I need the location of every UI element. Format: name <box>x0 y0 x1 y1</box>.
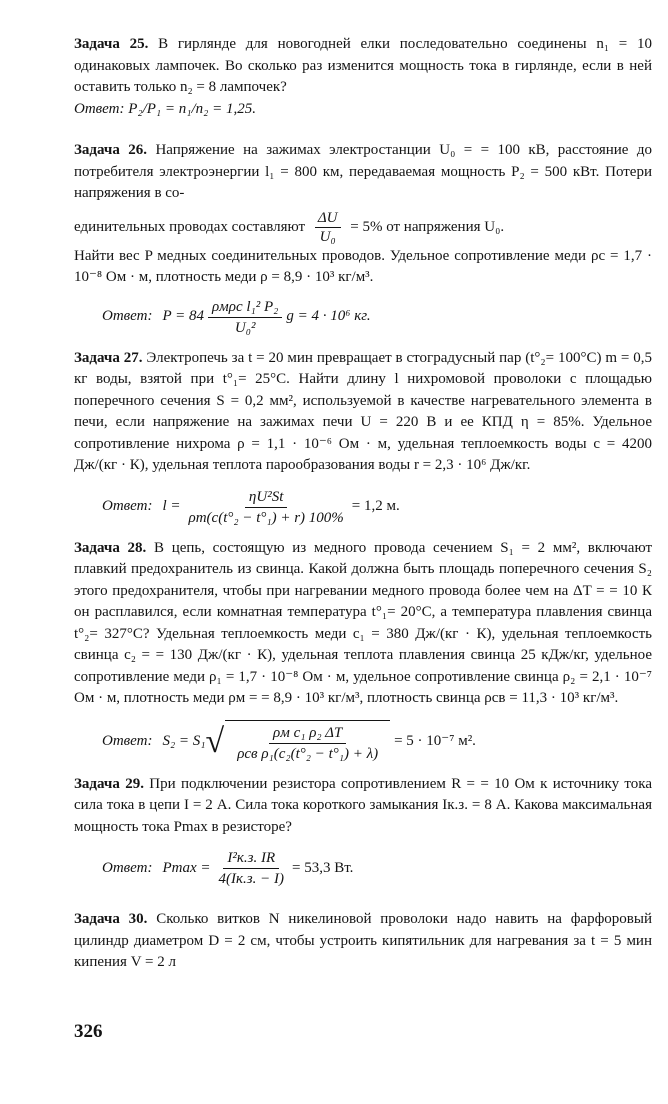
answer-label: Ответ: <box>102 498 153 515</box>
answer-formula <box>102 297 652 338</box>
formula-numerator: ρмρc l₁² P₂ <box>208 297 282 318</box>
formula-lhs: Pmax = <box>162 859 211 876</box>
task-label: Задача 26. <box>74 142 148 158</box>
task-text: Электропечь за t = 20 мин превращает в стоградусный пар (t°₂= 100°C) m = 0,5 кг воды, взятой при t°₁= 25°C. Найти длину l нихромовой проволоки с площадью поперечного сечения S = 0,2 мм², используемой в качестве нагревательного элемента в печи, если напряжение на зажимах печи U = 220 В и ее КПД η = 85%. Удельное сопротивление нихрома ρ = 1,1 · 10⁻⁶ Ом · м, удельная теплоемкость воды c = 4200 Дж/(кг · К), удельная теплота парообразования воды r = 2,3 · 10⁶ Дж/кг. <box>74 349 652 473</box>
formula-fraction <box>208 297 282 338</box>
task-label: Задача 28. <box>74 539 147 556</box>
task-text-3: Найти вес P медных соединительных проводов. Удельное сопротивление меди ρc = 1,7 · 10⁻⁸ Ом · м, плотность меди ρ = 8,9 · 10³ кг/м³. <box>74 247 652 285</box>
task-28 <box>74 538 652 764</box>
formula-denominator: U₀² <box>234 319 256 336</box>
task-text: Напряжение на зажимах электростанции U₀ = = 100 кВ, расстояние до потребителя электроэнергии l₁ = 800 км, передаваемая мощность P₂ = 500 кВт. Потери напряжения в со- <box>74 142 653 201</box>
formula-lhs: S₂ = S₁ <box>162 732 206 749</box>
answer-formula <box>102 720 652 764</box>
formula-rhs: = 53,3 Вт. <box>291 859 354 876</box>
radicand <box>225 720 390 764</box>
page-content <box>74 34 652 974</box>
answer-label: Ответ: <box>102 308 153 325</box>
task-text: В цепь, состоящую из медного провода сечением S₁ = 2 мм², включают плавкий предохранитель из свинца. Какой должна быть площадь поперечного сечения S₂ этого предохранителя, чтобы при нагревании медного провода более чем на ΔT = = 10 К он расплавился, если комнатная температура t°₁= 20°C, а температура плавления свинца t°₂= 327°C? Удельная теплоемкость меди c₁ = 380 Дж/(кг · К), удельная теплоемкость свинца c₂ = = 130 Дж/(кг · К), удельная теплота плавления свинца 25 кДж/кг, удельное сопротивление меди ρ₁ = 1,7 · 10⁻⁸ Ом · м, удельное сопротивление свинца ρ₂ = 2,1 · 10⁻⁷ Ом · м, плотность меди ρм = = 8,9 · 10³ кг/м³, плотность свинца ρсв = 11,3 · 10³ кг/м³. <box>74 539 653 706</box>
task-text-continued-2: = 5% от напряжения U₀. <box>350 218 505 235</box>
task-30 <box>74 909 652 974</box>
task-text: В гирлянде для новогодней елки последовательно соединены n₁ = 10 одинаковых лампочек. Во сколько раз изменится мощность тока в гирлянде, если в ней оставить только n₂ = 8 лампочек? <box>74 36 652 95</box>
task-label: Задача 27. <box>74 349 143 366</box>
formula-lhs: P = 84 <box>162 308 204 325</box>
square-root <box>206 720 391 764</box>
task-text: Сколько витков N никелиновой проволоки надо навить на фарфоровый цилиндр диаметром D = 2 см, чтобы устроить кипятильник для нагревания за t = 5 мин кипения V = 2 л <box>74 911 652 970</box>
voltage-loss-fraction <box>315 209 341 246</box>
formula-denominator: ρm(c(t°₂ − t°₁) + r) 100% <box>188 509 344 526</box>
formula-fraction <box>215 848 288 889</box>
task-26 <box>74 140 652 338</box>
formula-rhs: g = 4 · 10⁶ кг. <box>286 308 371 325</box>
answer-label: Ответ: <box>102 732 153 749</box>
formula-numerator: ρм c₁ ρ₂ ΔT <box>269 723 346 744</box>
formula-denominator: ρсв ρ₁(c₂(t°₂ − t°₁) + λ) <box>237 745 379 762</box>
formula-numerator: I²к.з. IR <box>223 848 279 869</box>
formula-fraction <box>185 487 348 528</box>
formula-rhs: = 5 · 10⁻⁷ м². <box>394 732 476 749</box>
task-29 <box>74 774 652 890</box>
task-27 <box>74 348 652 528</box>
formula-denominator: 4(Iк.з. − I) <box>218 871 284 887</box>
task-text: При подключении резистора сопротивлением R = = 10 Ом к источнику тока сила тока в цепи I = 2 А. Сила тока короткого замыкания Iк.з. = 8 А. Какова максимальная мощность тока Pmax в резисторе? <box>74 775 652 835</box>
answer-formula <box>102 848 652 889</box>
task-label: Задача 30. <box>74 911 148 927</box>
answer-label: Ответ: <box>102 859 153 876</box>
task-label: Задача 29. <box>74 775 144 792</box>
radical-sign-icon: √ <box>205 722 225 760</box>
task-text-continued: единительных проводах составляют <box>74 218 306 235</box>
page-number: 326 <box>74 1021 103 1042</box>
fraction-denominator: U₀ <box>319 228 336 245</box>
formula-rhs: = 1,2 м. <box>351 498 400 515</box>
answer-text: P₂/P₁ = n₁/n₂ = 1,25. <box>128 100 256 117</box>
task-25 <box>74 34 652 120</box>
task-label: Задача 25. <box>74 36 149 52</box>
fraction-numerator: ΔU <box>315 209 341 228</box>
formula-lhs: l = <box>162 498 181 515</box>
formula-fraction <box>233 723 382 764</box>
answer-formula <box>102 487 652 528</box>
answer-label: Ответ: <box>74 100 125 117</box>
formula-numerator: ηU²St <box>245 487 287 508</box>
